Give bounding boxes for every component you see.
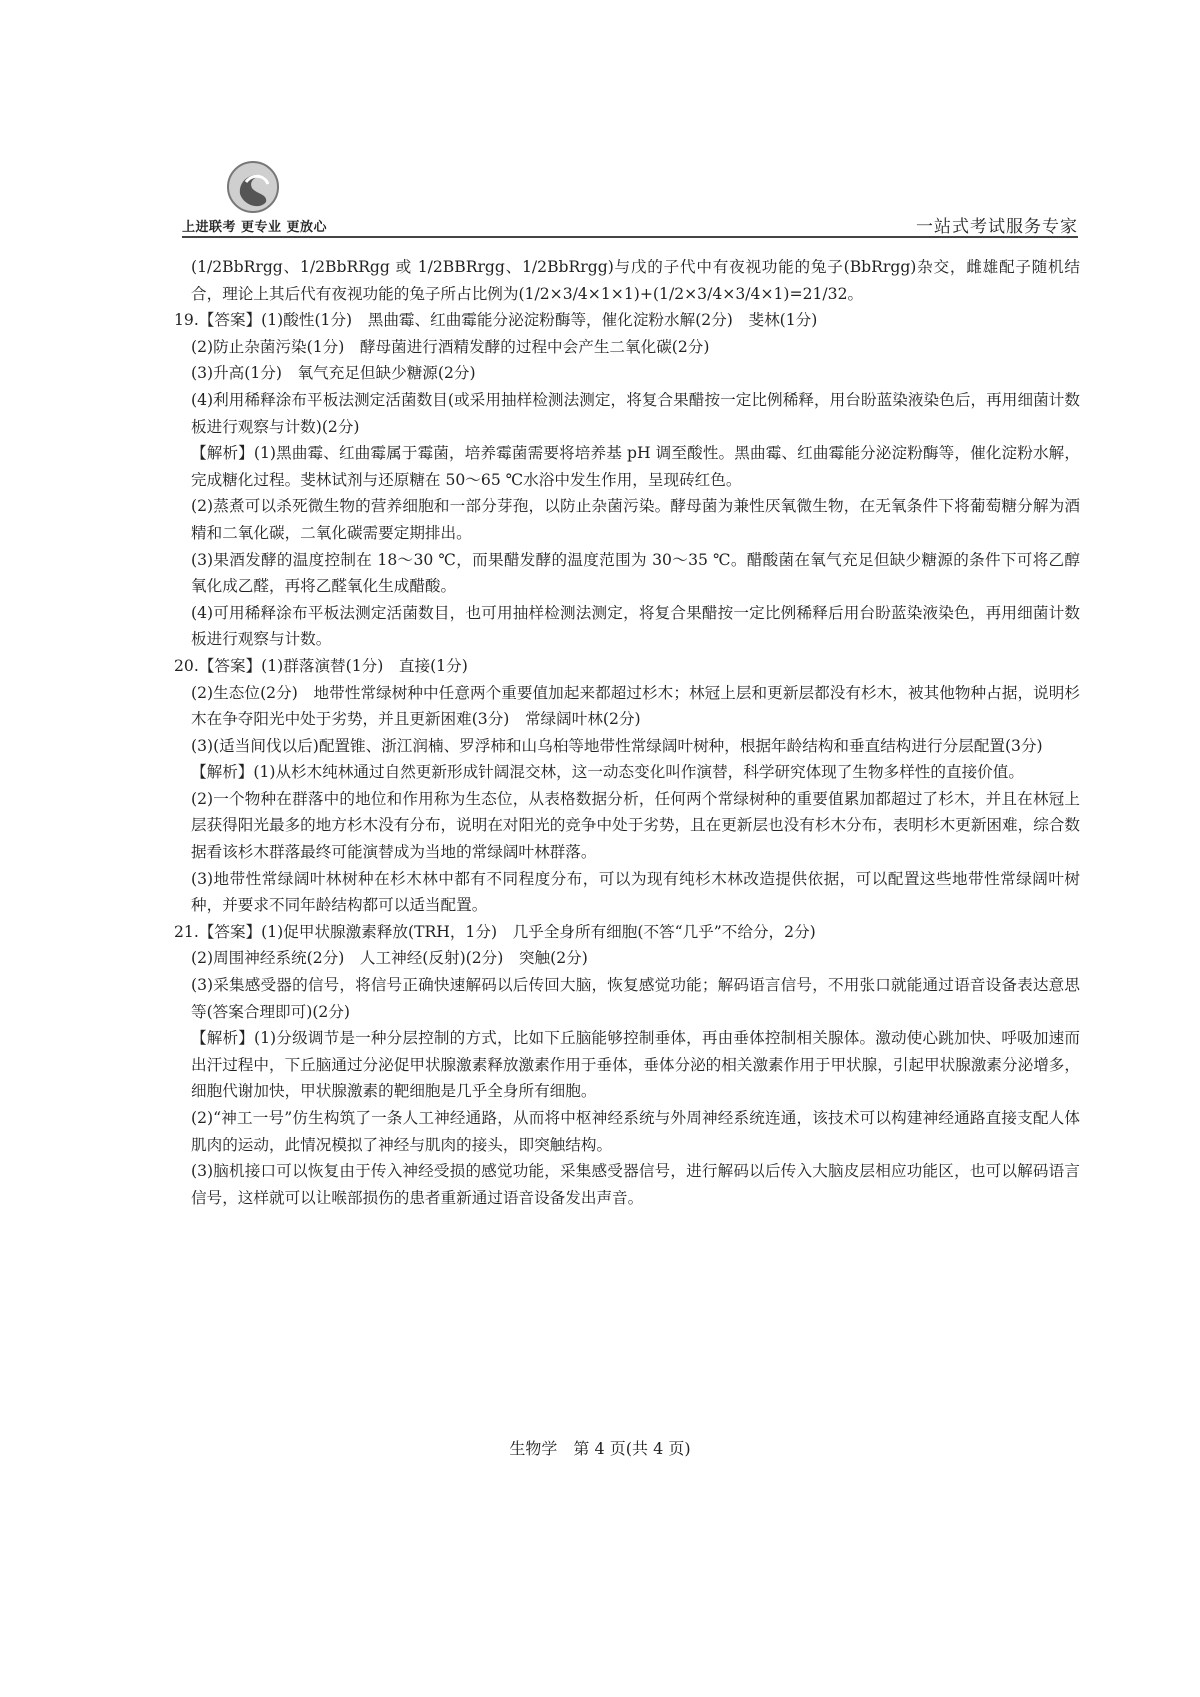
text-paragraph: (4)可用稀释涂布平板法测定活菌数目，也可用抽样检测法测定，将复合果醋按一定比例稀释后用台盼蓝染液染色，再用细菌计数板进行观察与计数。 — [191, 603, 1080, 649]
text-paragraph: (3)采集感受器的信号，将信号正确快速解码以后传回大脑，恢复感觉功能；解码语言信号，不用张口就能通过语音设备表达意思等(答案合理即可)(2分) — [191, 976, 1080, 1021]
text-paragraph: 【解析】(1)从杉木纯林通过自然更新形成针阔混交林，这一动态变化叫作演替，科学研究体现了生物多样性的直接价值。 — [191, 763, 1024, 782]
header-divider — [182, 236, 1078, 238]
text-paragraph: 21.【答案】(1)促甲状腺激素释放(TRH，1分) 几乎全身所有细胞(不答“几乎”不给分，2分) — [174, 922, 816, 941]
text-paragraph: (3)(适当间伐以后)配置锥、浙江润楠、罗浮柿和山乌桕等地带性常绿阔叶树种，根据年龄结构和垂直结构进行分层配置(3分) — [191, 736, 1043, 755]
header-tagline: 一站式考试服务专家 — [916, 217, 1078, 237]
text-paragraph: (2)防止杂菌污染(1分) 酵母菌进行酒精发酵的过程中会产生二氧化碳(2分) — [191, 337, 710, 356]
text-paragraph: (2)生态位(2分) 地带性常绿树种中任意两个重要值加起来都超过杉木；林冠上层和更新层都没有杉木，被其他物种占据，说明杉木在争夺阳光中处于劣势，并且更新困难(3分) 常绿阔叶林(2分) — [191, 683, 1080, 729]
text-paragraph: (2)“神工一号”仿生构筑了一条人工神经通路，从而将中枢神经系统与外周神经系统连通，该技术可以构建神经通路直接支配人体肌肉的运动，此情况模拟了神经与肌肉的接头，即突触结构。 — [191, 1109, 1080, 1154]
text-paragraph: 【解析】(1)黑曲霉、红曲霉属于霉菌，培养霉菌需要将培养基 pH 调至酸性。黑曲霉、红曲霉能分泌淀粉酶等，催化淀粉水解，完成糖化过程。斐林试剂与还原糖在 50～65 ℃水浴中发生作用，呈现砖红色。 — [191, 444, 1080, 489]
text-paragraph: (3)果酒发酵的温度控制在 18～30 ℃，而果醋发酵的温度范围为 30～35 ℃。醋酸菌在氧气充足但缺少糖源的条件下可将乙醇氧化成乙醛，再将乙醛氧化生成醋酸。 — [191, 550, 1080, 596]
text-paragraph: (3)脑机接口可以恢复由于传入神经受损的感觉功能，采集感受器信号，进行解码以后传入大脑皮层相应功能区，也可以解码语言信号，这样就可以让喉部损伤的患者重新通过语音设备发出声音。 — [191, 1162, 1080, 1207]
text-paragraph: (3)升高(1分) 氧气充足但缺少糖源(2分) — [191, 364, 476, 383]
brand-slogan: 上进联考 更专业 更放心 — [182, 220, 328, 235]
text-paragraph: (3)地带性常绿阔叶林树种在杉木林中都有不同程度分布，可以为现有纯杉木林改造提供依据，可以配置这些地带性常绿阔叶树种，并要求不同年龄结构都可以适当配置。 — [191, 869, 1080, 915]
text-paragraph: (4)利用稀释涂布平板法测定活菌数目(或采用抽样检测法测定，将复合果醋按一定比例稀释，用台盼蓝染液染色后，再用细菌计数板进行观察与计数)(2分) — [191, 390, 1080, 436]
answer-content — [174, 254, 1080, 1211]
text-paragraph: 【解析】(1)分级调节是一种分层控制的方式，比如下丘脑能够控制垂体，再由垂体控制相关腺体。激动使心跳加快、呼吸加速而出汗过程中，下丘脑通过分泌促甲状腺激素释放激素作用于垂体，垂体分泌的相关激素作用于甲状腺，引起甲状腺激素分泌增多，细胞代谢加快，甲状腺激素的靶细胞是几乎全身所有细胞。 — [191, 1029, 1080, 1101]
text-paragraph: (2)一个物种在群落中的地位和作用称为生态位，从表格数据分析，任何两个常绿树种的重要值累加都超过了杉木，并且在林冠上层获得阳光最多的地方杉木没有分布，说明在对阳光的竞争中处于劣势，且在更新层也没有杉木分布，表明杉木更新困难，综合数据看该杉木群落最终可能演替成为当地的常绿阔叶林群落。 — [191, 789, 1080, 862]
page-footer: 生物学 第 4 页(共 4 页) — [509, 1439, 691, 1458]
text-paragraph: 20.【答案】(1)群落演替(1分) 直接(1分) — [174, 656, 468, 675]
publisher-logo-icon — [226, 160, 280, 214]
text-paragraph: 19.【答案】(1)酸性(1分) 黑曲霉、红曲霉能分泌淀粉酶等，催化淀粉水解(2分) 斐林(1分) — [174, 311, 818, 330]
text-paragraph: (2)周围神经系统(2分) 人工神经(反射)(2分) 突触(2分) — [191, 949, 588, 968]
page-header — [182, 160, 1078, 237]
text-paragraph: (1/2BbRrgg、1/2BbRRgg 或 1/2BBRrgg、1/2BbRrgg)与戊的子代中有夜视功能的兔子(BbRrgg)杂交，雌雄配子随机结合，理论上其后代有夜视功能的兔子所占比例为(1/2×3/4×1×1)+(1/2×3/4×3/4×1)=21/32。 — [191, 258, 1080, 303]
text-paragraph: (2)蒸煮可以杀死微生物的营养细胞和一部分芽孢，以防止杂菌污染。酵母菌为兼性厌氧微生物，在无氧条件下将葡萄糖分解为酒精和二氧化碳，二氧化碳需要定期排出。 — [191, 497, 1080, 542]
